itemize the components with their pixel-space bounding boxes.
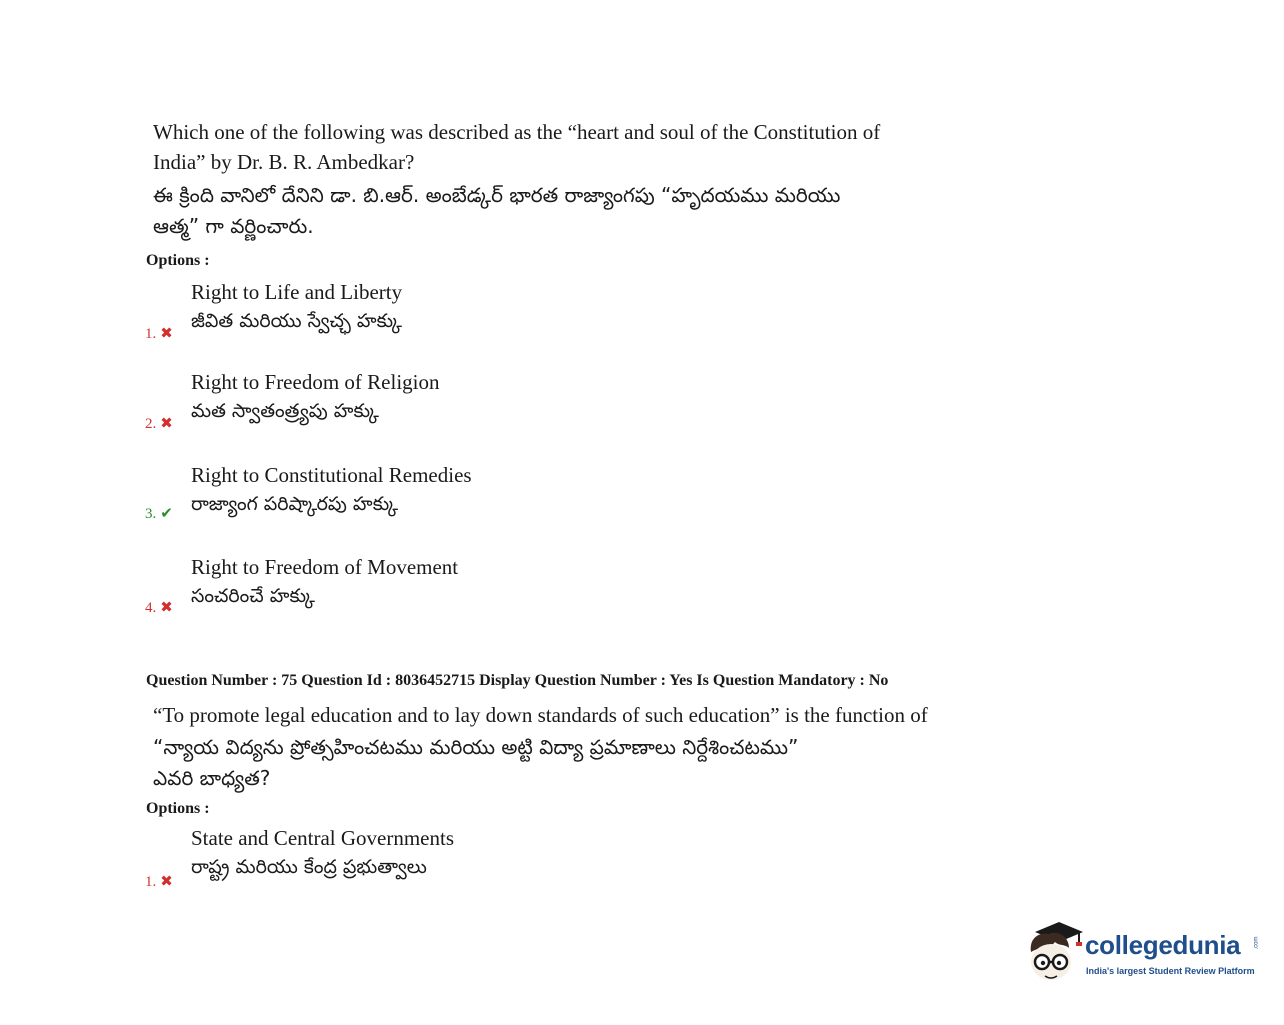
- q75-option-1-marker: [145, 872, 173, 891]
- option-1-text-te: జీవిత మరియు స్వేచ్ఛ హక్కు: [191, 310, 402, 332]
- q75-option-1-text-en: State and Central Governments: [191, 826, 455, 850]
- wrong-icon: ✖: [160, 598, 173, 616]
- check-icon: ✔: [160, 504, 173, 522]
- option-3-marker: [145, 504, 173, 523]
- option-4-marker: [145, 598, 173, 617]
- question-75-text-en: “To promote legal education and to lay down standards of such education” is the function of: [153, 703, 928, 727]
- option-3-text-te: రాజ్యాంగ పరిష్కారపు హక్కు: [191, 493, 399, 515]
- option-2-marker: [145, 414, 173, 433]
- wrong-icon: ✖: [160, 872, 173, 890]
- question-74-text-te-line2: ఆత్మ” గా వర్ణించారు.: [153, 214, 314, 238]
- question-74-text-en-line1: Which one of the following was described as the “heart and soul of the Constitution of: [153, 120, 881, 144]
- question-75-text-te-line2: ఎవరి బాధ్యత?: [153, 766, 271, 790]
- option-3-text-en: Right to Constitutional Remedies: [191, 463, 472, 487]
- question-74-text-te-line1: ఈ క్రింది వానిలో దేనిని డా. బి.ఆర్. అంబేడ్కర్ భారత రాజ్యాంగపు “హృదయము మరియు: [153, 183, 841, 207]
- option-4-text-te: సంచరించే హక్కు: [191, 585, 315, 607]
- option-1-text-en: Right to Life and Liberty: [191, 280, 403, 304]
- option-number: 1.: [145, 326, 157, 342]
- option-1-marker: [145, 324, 173, 343]
- q75-option-1-text-te: రాష్ట్ర మరియు కేంద్ర ప్రభుత్వాలు: [191, 856, 427, 878]
- logo-tagline: India's largest Student Review Platform: [1086, 966, 1255, 976]
- option-number: 2.: [145, 416, 157, 432]
- options-label: Options :: [146, 800, 210, 817]
- question-75-meta: Question Number : 75 Question Id : 8036452715 Display Question Number : Yes Is Question Mandatory : No: [146, 672, 889, 689]
- logo-domain-suffix: .com: [1253, 936, 1260, 950]
- option-number: 1.: [145, 874, 157, 890]
- options-label: Options :: [146, 252, 210, 269]
- option-number: 4.: [145, 600, 157, 616]
- logo-wordmark: collegedunia: [1085, 930, 1241, 960]
- wrong-icon: ✖: [160, 414, 173, 432]
- collegedunia-logo: [1025, 918, 1265, 990]
- question-75-text-te-line1: “న్యాయ విద్యను ప్రోత్సహించటము మరియు అట్టి విద్యా ప్రమాణాలు నిర్దేశించటము”: [153, 735, 799, 759]
- wrong-icon: ✖: [160, 324, 173, 342]
- option-2-text-en: Right to Freedom of Religion: [191, 370, 440, 394]
- question-74-text-en-line2: India” by Dr. B. R. Ambedkar?: [153, 150, 415, 174]
- option-2-text-te: మత స్వాతంత్ర్యపు హక్కు: [191, 400, 379, 422]
- option-4-text-en: Right to Freedom of Movement: [191, 555, 459, 579]
- mascot-icon: [1025, 918, 1085, 990]
- option-number: 3.: [145, 506, 157, 522]
